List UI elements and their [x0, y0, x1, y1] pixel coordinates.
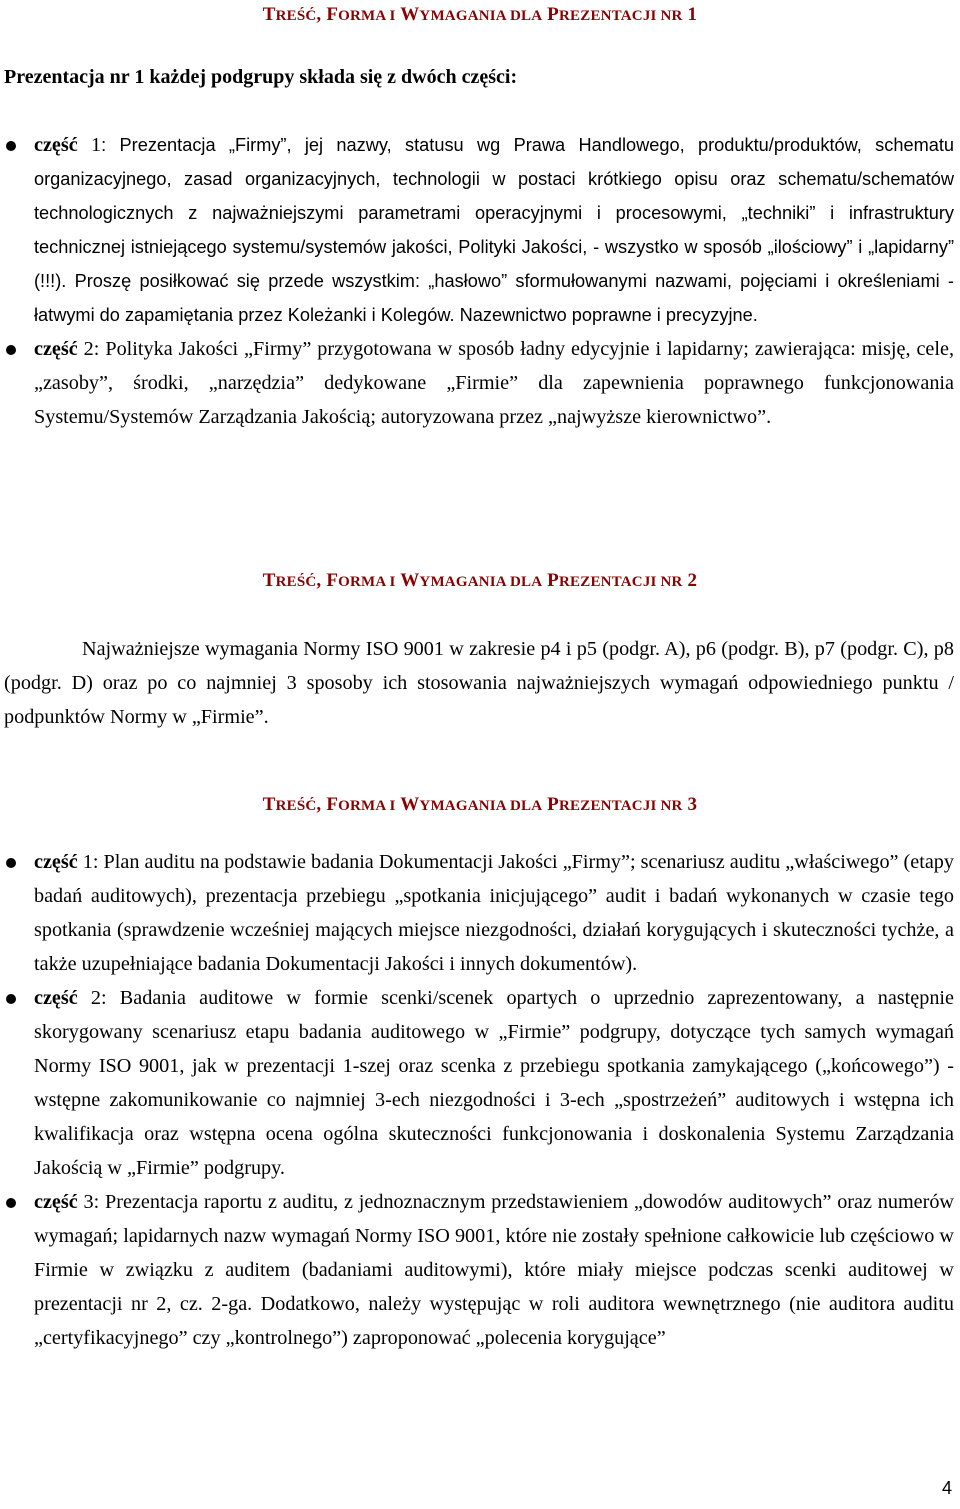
heading-text: YMAGANIA DLA: [419, 798, 543, 814]
list-item: [0, 981, 960, 1185]
bullet-icon: [6, 858, 16, 868]
section-3-heading: [0, 794, 960, 816]
item-number: 1: [77, 134, 102, 156]
heading-text: YMAGANIA DLA: [419, 8, 543, 24]
item-text: : Prezentacja „Firmy”, jej nazwy, statusu wg Prawa Handlowego, produktu/produktów, schematu organizacyjnego, zasad organizacyjnych, technologii w postaci krótkiego opisu oraz schematu/schematów technologicznych z najważniejszymi parametrami operacyjnymi i procesowymi, „techniki” i infrastruktury technicznej istniejącego systemu/systemów jakości, Polityki Jakości, - wszystko w sposób „ilościowy” i „lapidarny” (!!!). Proszę posiłkować się przede wszystkim: „hasłowo” sformułowanymi nazwami, pojęciami i określeniami - łatwymi do zapamiętania przez Koleżanki i Kolegów. Nazewnictwo poprawne i precyzyjne.: [34, 135, 955, 325]
item-text: : Plan auditu na podstawie badania Dokumentacji Jakości „Firmy”; scenariusz auditu „właściwego” (etapy badań auditowych), prezentacja przebiegu „spotkania inicjującego” audit i badań wykonanych w czasie tego spotkania (sprawdzenie wcześniej mających miejsce niezgodności, działań korygujących i skuteczności tychże, a także uzupełniające badania Dokumentacji Jakości i innych dokumentów).: [34, 851, 954, 975]
section-1-list: [0, 128, 960, 434]
heading-text: 3: [682, 794, 698, 815]
item-number: 2: [77, 987, 101, 1009]
heading-text: ORMA I: [338, 798, 396, 814]
item-number: 2: [77, 338, 94, 360]
item-number: 3: [77, 1191, 94, 1213]
item-text: : Polityka Jakości „Firmy” przygotowana w sposób ładny edycyjnie i lapidarny; zawierająca: misję, cele, „zasoby”, środki, „narzędzia” dedykowane „Firmie” dla zapewnienia poprawnego funkcjonowania Systemu/Systemów Zarządzania Jakością; autoryzowana przez „najwyższe kierownictwo”.: [34, 338, 955, 428]
page-number: 4: [941, 1478, 952, 1498]
list-item: [0, 332, 960, 434]
heading-text: P: [542, 570, 559, 591]
section-2-paragraph: Najważniejsze wymagania Normy ISO 9001 w zakresie p4 i p5 (podgr. A), p6 (podgr. B), p7 (podgr. C), p8 (podgr. D) oraz po co najmniej 3 sposoby ich stosowania najważniejszych wymagań odpowiedniego punktu / podpunktów Normy w „Firmie”.: [4, 638, 954, 728]
heading-text: REZENTACJI NR: [559, 798, 683, 814]
bullet-icon: [6, 994, 16, 1004]
heading-text: P: [542, 4, 559, 25]
heading-text: REZENTACJI NR: [559, 8, 683, 24]
list-item: [0, 845, 960, 981]
heading-text: ORMA I: [338, 8, 396, 24]
heading-text: 1: [682, 4, 698, 25]
bullet-icon: [6, 345, 16, 355]
item-term: część: [34, 1191, 78, 1213]
heading-text: , F: [316, 4, 339, 25]
heading-text: 2: [682, 570, 698, 591]
list-item: [0, 128, 960, 332]
heading-text: YMAGANIA DLA: [419, 574, 543, 590]
item-text: : Prezentacja raportu z auditu, z jednoznacznym przedstawieniem „dowodów auditowych” oraz numerów wymagań; lapidarnych nazw wymagań Normy ISO 9001, które nie zostały spełnione całkowicie lub częściowo w Firmie w związku z auditem (badaniami auditowymi), które miały miejsce podczas scenki auditowej w prezentacji nr 2, cz. 2-ga. Dodatkowo, należy występując w roli auditora wewnętrznego (nie auditora auditu „certyfikacyjnego” czy „kontrolnego”) zaproponować „polecenia korygujące”: [34, 1191, 954, 1349]
section-1-heading: [0, 4, 960, 26]
section-1-intro: Prezentacja nr 1 każdej podgrupy składa się z dwóch części:: [4, 66, 518, 88]
item-term: część: [34, 987, 78, 1009]
item-number: 1: [77, 851, 93, 873]
heading-text: W: [395, 570, 420, 591]
heading-text: P: [542, 794, 559, 815]
heading-text: REŚĆ: [275, 574, 317, 590]
heading-text: REŚĆ: [275, 8, 317, 24]
list-item: [0, 1185, 960, 1355]
bullet-icon: [6, 141, 16, 151]
heading-text: W: [395, 794, 420, 815]
heading-text: T: [262, 4, 276, 25]
heading-text: W: [395, 4, 420, 25]
item-text: : Badania auditowe w formie scenki/scenek opartych o uprzednio zaprezentowany, a następnie skorygowany scenariusz etapu badania auditowego w „Firmie” podgrupy, dotyczące tych samych wymagań Normy ISO 9001, jak w prezentacji 1-szej oraz scenka z przebiegu spotkania zamykającego („końcowego”) - wstępne zakomunikowanie co najmniej 3-ech niezgodności i 3-ech „spostrzeżeń” auditowych i wstępna ich kwalifikacja oraz wstępna ocena ogólna skuteczności funkcjonowania i doskonalenia Systemu Zarządzania Jakością w „Firmie” podgrupy.: [34, 987, 954, 1179]
heading-text: T: [262, 570, 276, 591]
bullet-icon: [6, 1198, 16, 1208]
heading-text: , F: [316, 794, 339, 815]
heading-text: REŚĆ: [275, 798, 317, 814]
section-2-heading: [0, 570, 960, 592]
heading-text: REZENTACJI NR: [559, 574, 683, 590]
heading-text: ORMA I: [338, 574, 396, 590]
item-term: część: [34, 851, 78, 873]
item-term: część: [34, 134, 78, 156]
heading-text: T: [262, 794, 276, 815]
section-3-list: [0, 845, 960, 1355]
heading-text: , F: [316, 570, 339, 591]
item-term: część: [34, 338, 78, 360]
